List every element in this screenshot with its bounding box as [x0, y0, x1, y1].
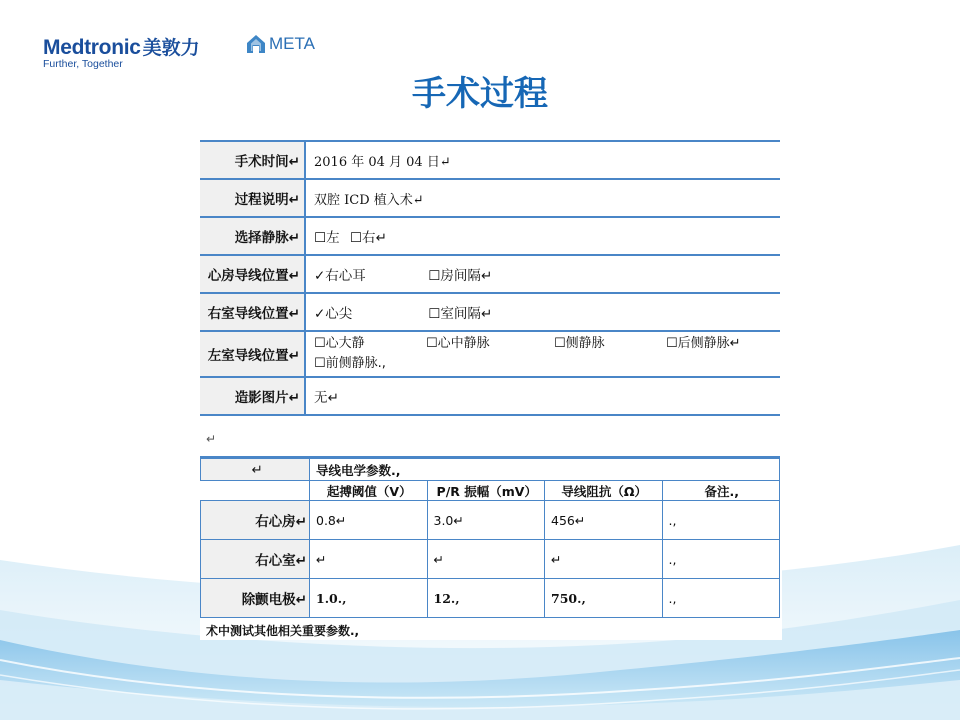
lead-table-header-row: [201, 481, 780, 501]
header-threshold: 起搏阈值（V）: [310, 481, 428, 501]
label-rv-lead: 右室导线位置↵: [200, 293, 305, 331]
paragraph-mark: ↵: [206, 432, 217, 446]
cell-note: .,: [662, 579, 780, 618]
value-procedure: 双腔 ICD 植入术↵: [305, 179, 780, 217]
table-row: [201, 540, 780, 579]
cell-threshold: 1.0.,: [310, 579, 428, 618]
lead-table-header-blank: [201, 481, 310, 501]
value-surgery-time: 2016 年 04 月 04 日↵: [305, 141, 780, 179]
option-anterolateral-vein: ☐前侧静脉.,: [314, 356, 386, 371]
brand-name: Medtronic: [43, 36, 141, 59]
medtronic-logo: [43, 33, 200, 70]
label-lv-lead: 左室导线位置↵: [200, 331, 305, 377]
header-note: 备注.,: [662, 481, 780, 501]
value-angiogram: 无↵: [305, 377, 780, 415]
meta-house-icon: [245, 33, 267, 55]
meta-logo: [245, 33, 315, 55]
meta-logo-text: META: [269, 34, 315, 53]
row-name-defib-electrode: 除颤电极↵: [201, 579, 310, 618]
option-apex: ✓心尖: [314, 306, 353, 322]
surgery-info-table: [200, 140, 780, 416]
cell-amplitude: 3.0↵: [427, 501, 545, 540]
row-procedure: [200, 179, 780, 217]
row-name-right-atrium: 右心房↵: [201, 501, 310, 540]
lead-table-corner: ↵: [201, 458, 310, 481]
row-atrial-lead: [200, 255, 780, 293]
cell-impedance: 750.,: [545, 579, 663, 618]
option-ventricular-septum: ☐室间隔↵: [428, 306, 493, 322]
cell-threshold: 0.8↵: [310, 501, 428, 540]
value-lv-lead: [305, 331, 780, 377]
surgery-document: [200, 140, 782, 640]
cell-amplitude: ↵: [427, 540, 545, 579]
option-posterolateral-vein: ☐后侧静脉↵: [666, 336, 741, 351]
header-amplitude: P/R 振幅（mV）: [427, 481, 545, 501]
row-lv-lead: [200, 331, 780, 377]
row-name-right-ventricle: 右心室↵: [201, 540, 310, 579]
row-angiogram: [200, 377, 780, 415]
option-middle-cardiac-vein: ☐心中静脉: [426, 336, 490, 351]
header-impedance: 导线阻抗（Ω）: [545, 481, 663, 501]
label-surgery-time: 手术时间↵: [200, 141, 305, 179]
page-title: 手术过程: [412, 74, 548, 114]
option-vein-left: ☐左: [314, 230, 340, 246]
option-vein-right: ☐右↵: [349, 230, 387, 246]
intraop-test-note: 术中测试其他相关重要参数.,: [206, 624, 360, 638]
brand-name-cn: 美敦力: [142, 37, 200, 59]
label-atrial-lead: 心房导线位置↵: [200, 255, 305, 293]
lead-parameters-table: [200, 456, 780, 618]
lv-vein-options: [314, 334, 780, 374]
option-atrial-septum: ☐房间隔↵: [428, 268, 493, 284]
label-vein: 选择静脉↵: [200, 217, 305, 255]
cell-impedance: 456↵: [545, 501, 663, 540]
label-angiogram: 造影图片↵: [200, 377, 305, 415]
value-rv-lead: [305, 293, 780, 331]
cell-note: .,: [662, 540, 780, 579]
option-great-cardiac-vein: ☐心大静: [314, 336, 365, 351]
brand-tagline: Further, Together: [43, 58, 123, 70]
value-atrial-lead: [305, 255, 780, 293]
option-right-atrial-appendage: ✓右心耳: [314, 268, 366, 284]
option-lateral-vein: ☐侧静脉: [554, 336, 605, 351]
table-row: [201, 579, 780, 618]
cell-threshold: ↵: [310, 540, 428, 579]
row-rv-lead: [200, 293, 780, 331]
lead-table-section-row: [201, 458, 780, 481]
label-procedure: 过程说明↵: [200, 179, 305, 217]
cell-note: .,: [662, 501, 780, 540]
cell-amplitude: 12.,: [427, 579, 545, 618]
table-row: [201, 501, 780, 540]
cell-impedance: ↵: [545, 540, 663, 579]
value-vein: [305, 217, 780, 255]
row-surgery-time: [200, 141, 780, 179]
lead-table-section-title: 导线电学参数.,: [310, 458, 780, 481]
row-vein: [200, 217, 780, 255]
